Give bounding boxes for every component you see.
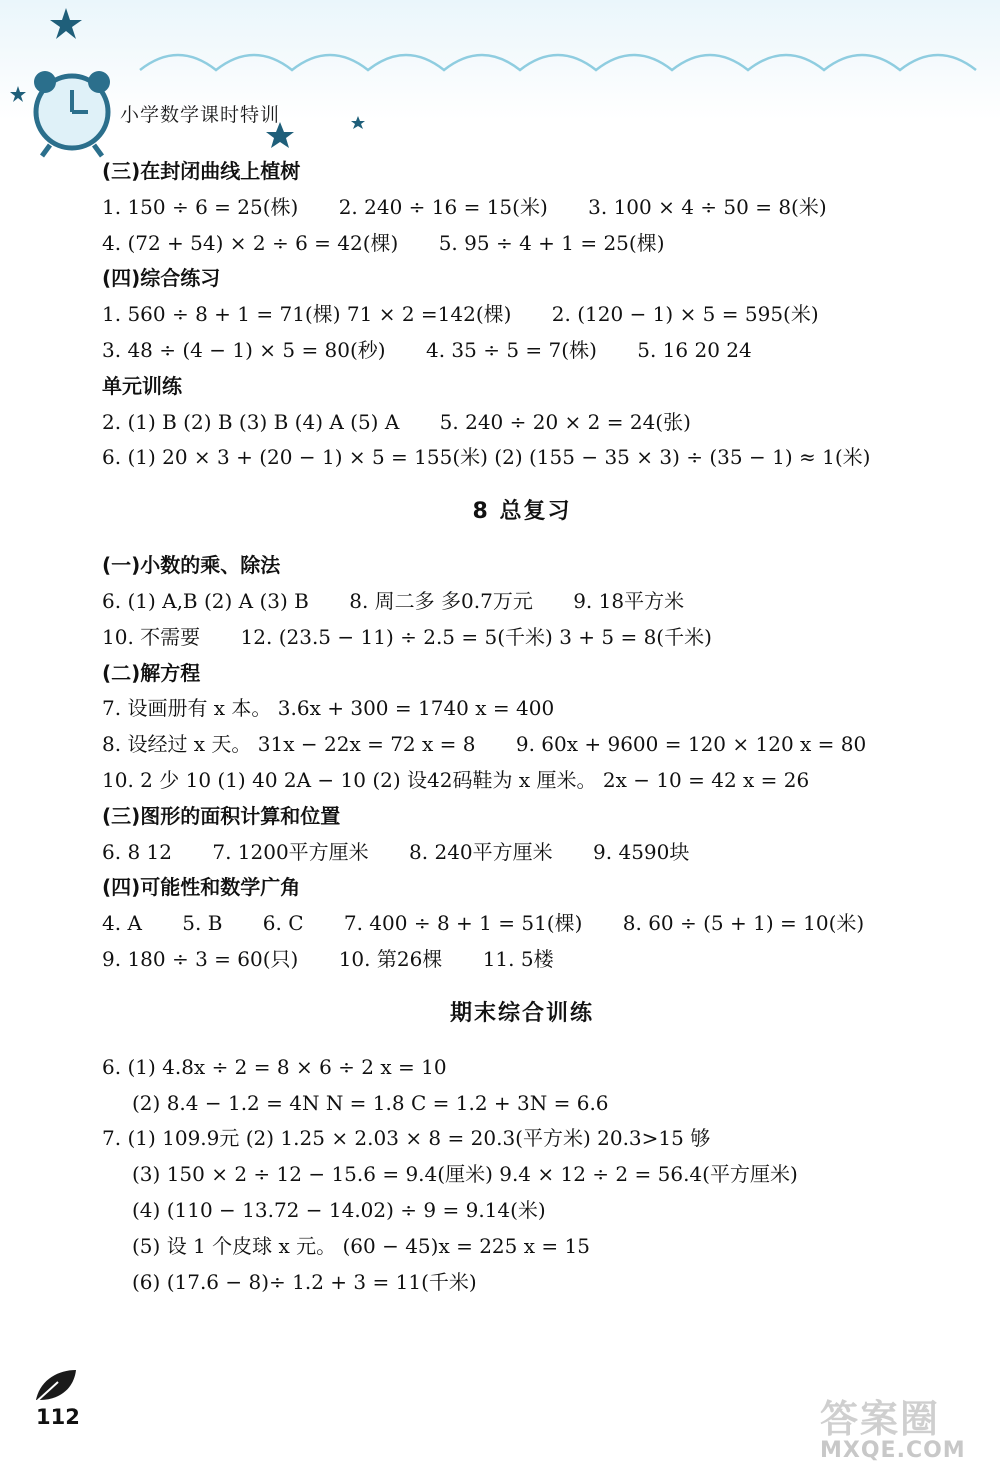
answer-item: 10. 不需要 [102, 624, 201, 649]
answer-item: 8. 240平方厘米 [409, 839, 553, 864]
answer-item: 4. A [102, 911, 142, 936]
answer-item: 4. 35 ÷ 5 = 7(株) [425, 337, 597, 362]
chapter-title: 期末综合训练 [449, 1000, 594, 1026]
answer-item: (2) 8.4 − 1.2 = 4N N = 1.8 C = 1.2 + 3N = 6.6 [132, 1090, 609, 1115]
answer-item: 5. B [182, 911, 223, 936]
answer-row [102, 1265, 942, 1301]
section-heading: (四)可能性和数学广角 [102, 875, 301, 900]
answer-item: 3. 100 × 4 ÷ 50 = 8(米) [588, 194, 827, 219]
answer-row [102, 835, 942, 871]
section-heading: (三)图形的面积计算和位置 [102, 803, 341, 828]
answer-row [102, 1121, 942, 1157]
section-heading: (四)综合练习 [102, 266, 221, 291]
answer-item: 2. (1) B (2) B (3) B (4) A (5) A [102, 409, 400, 434]
answer-item: 10. 2 少 10 (1) 40 2A − 10 (2) 设42码鞋为 x 厘米。 2x − 10 = 42 x = 26 [102, 767, 810, 792]
header-decoration [0, 0, 1000, 160]
answer-row [102, 226, 942, 262]
answer-content [102, 154, 942, 1300]
answer-item: 2. 240 ÷ 16 = 15(米) [338, 194, 548, 219]
answer-item: 6. (1) 20 × 3 + (20 − 1) × 5 = 155(米) (2) (155 − 35 × 3) ÷ (35 − 1) ≈ 1(米) [102, 445, 871, 470]
answer-row [102, 584, 942, 620]
answer-row [102, 1157, 942, 1193]
answer-row [102, 333, 942, 369]
answer-row [102, 906, 942, 942]
answer-item: 9. 18平方米 [573, 588, 685, 613]
answer-item: 2. (120 − 1) × 5 = 595(米) [551, 302, 819, 327]
answer-item: (4) (110 − 13.72 − 14.02) ÷ 9 = 9.14(米) [132, 1197, 546, 1222]
answer-item: 9. 4590块 [593, 839, 690, 864]
answer-item: 1. 150 ÷ 6 = 25(株) [102, 194, 299, 219]
answer-item: 1. 560 ÷ 8 + 1 = 71(棵) 71 × 2 =142(棵) [102, 302, 512, 327]
watermark-url: MXQE.COM [820, 1438, 966, 1463]
answer-item: 6. (1) 4.8x ÷ 2 = 8 × 6 ÷ 2 x = 10 [102, 1054, 447, 1079]
answer-item: 8. 周二多 多0.7万元 [349, 588, 533, 613]
page-number: 112 [36, 1405, 80, 1429]
answer-row [102, 1193, 942, 1229]
answer-item: 6. C [262, 911, 304, 936]
answer-item: 7. 400 ÷ 8 + 1 = 51(棵) [343, 911, 583, 936]
section-heading: 单元训练 [102, 373, 182, 398]
answer-item: 9. 180 ÷ 3 = 60(只) [102, 946, 299, 971]
answer-row [102, 620, 942, 656]
answer-item: 7. 设画册有 x 本。 3.6x + 300 = 1740 x = 400 [102, 696, 555, 721]
answer-item: 4. (72 + 54) × 2 ÷ 6 = 42(棵) [102, 230, 399, 255]
answer-row [102, 297, 942, 333]
answer-item: 6. (1) A,B (2) A (3) B [102, 588, 309, 613]
answer-row [102, 691, 942, 727]
answer-row [102, 1050, 942, 1086]
answer-row [102, 763, 942, 799]
answer-row [102, 440, 942, 476]
section-heading: (一)小数的乘、除法 [102, 553, 281, 578]
answer-item: 7. 1200平方厘米 [212, 839, 369, 864]
answer-item: (3) 150 × 2 ÷ 12 − 15.6 = 9.4(厘米) 9.4 × 12 ÷ 2 = 56.4(平方厘米) [132, 1162, 798, 1187]
answer-item: 6. 8 12 [102, 839, 172, 864]
answer-item: 8. 60 ÷ (5 + 1) = 10(米) [622, 911, 865, 936]
answer-row [102, 190, 942, 226]
watermark-logo: 答案圈 [820, 1397, 941, 1441]
answer-item: 5. 240 ÷ 20 × 2 = 24(张) [439, 409, 691, 434]
answer-item: (6) (17.6 − 8)÷ 1.2 + 3 = 11(千米) [132, 1269, 477, 1294]
series-title: 小学数学课时特训 [120, 104, 281, 126]
answer-row [102, 942, 942, 978]
answer-item: 5. 16 20 24 [637, 337, 752, 362]
answer-item: 5. 95 ÷ 4 + 1 = 25(棵) [438, 230, 665, 255]
answer-row [102, 1229, 942, 1265]
answer-row [102, 1086, 942, 1122]
section-heading: (二)解方程 [102, 660, 201, 685]
answer-row [102, 405, 942, 441]
answer-item: 12. (23.5 − 11) ÷ 2.5 = 5(千米) 3 + 5 = 8(千米) [240, 624, 712, 649]
chapter-title: 8 总复习 [472, 499, 572, 525]
answer-item: 11. 5楼 [482, 946, 554, 971]
answer-item: (5) 设 1 个皮球 x 元。 (60 − 45)x = 225 x = 15 [132, 1233, 590, 1258]
answer-item: 8. 设经过 x 天。 31x − 22x = 72 x = 8 [102, 732, 476, 757]
answer-row [102, 727, 942, 763]
clock-icon [34, 71, 110, 156]
leaf-icon [30, 1366, 80, 1406]
answer-item: 10. 第26棵 [338, 946, 443, 971]
answer-item: 7. (1) 109.9元 (2) 1.25 × 2.03 × 8 = 20.3(平方米) 20.3>15 够 [102, 1126, 711, 1151]
answer-item: 9. 60x + 9600 = 120 × 120 x = 80 [515, 732, 867, 757]
section-heading: (三)在封闭曲线上植树 [102, 159, 301, 183]
answer-item: 3. 48 ÷ (4 − 1) × 5 = 80(秒) [102, 337, 386, 362]
